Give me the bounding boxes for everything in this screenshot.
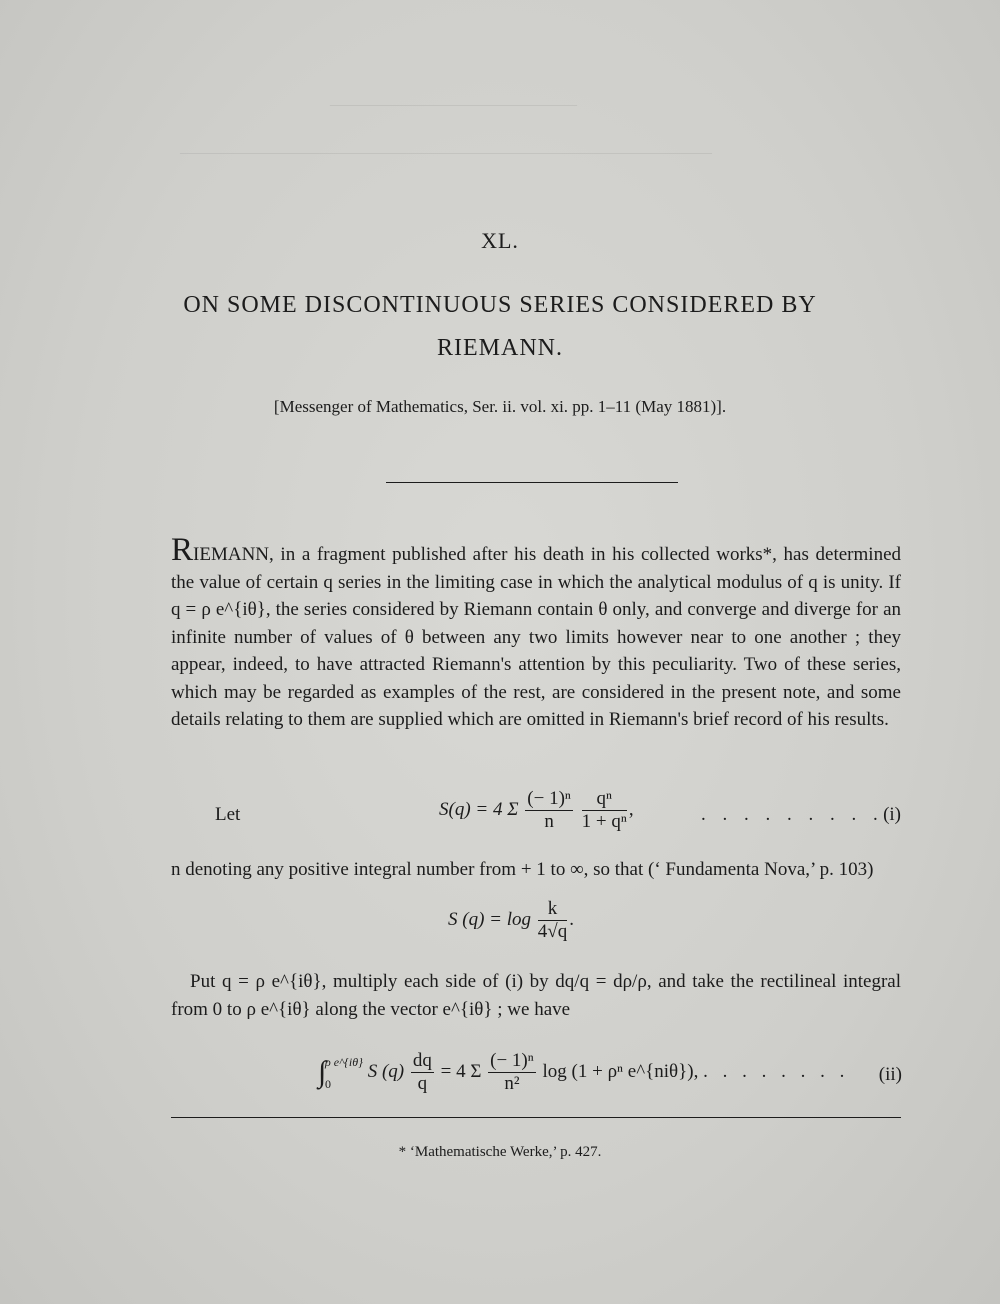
third-paragraph xyxy=(171,968,901,1023)
section-divider xyxy=(386,482,678,483)
chapter-number: XL. xyxy=(481,228,519,253)
equation-ii-denominator: n² xyxy=(504,1073,520,1094)
opening-paragraph xyxy=(171,532,901,734)
log-frac-numerator: k xyxy=(538,898,567,921)
opening-paragraph-text: , in a fragment published after his death in his collected works*, has determined the value of certain q series in the limiting case in which the analytical modulus of q is unity. If q = ρ e^{iθ}, the series considered by Riemann contain θ only, and converge and diverge for an infinite number of values of θ between any two limits however near to one another ; they appear, indeed, to have attracted Riemann's attention by this peculiarity. Two of these series, which may be regarded as examples of the rest, are considered in the present note, and some details relating to them are supplied which are omitted in Riemann's brief record of his results. xyxy=(171,544,901,730)
bleed-through-text: ————————————— xyxy=(330,94,577,115)
third-paragraph-text: q = ρ e^{iθ}, multiply each side of (i) by dq/q = dρ/ρ, and take the rectilineal integral from 0 to ρ e^{iθ} along the vector e^{iθ} ; we have xyxy=(171,971,902,1020)
dq-numerator: dq xyxy=(412,1050,432,1071)
log-frac-denominator: 4√q xyxy=(537,921,568,942)
equation-i-leader-dots: . . . . . . . . . xyxy=(701,804,884,825)
equation-i-lead: Let xyxy=(215,804,241,825)
drop-capital: R xyxy=(171,532,194,568)
equation-log-period: . xyxy=(569,908,574,930)
equation-ii-sum: = 4 Σ xyxy=(440,1060,482,1082)
opening-word: IEMANN xyxy=(193,544,270,565)
dq-denominator: q xyxy=(417,1073,428,1094)
frac2-numerator: qⁿ xyxy=(582,788,627,811)
equation-i-comma: , xyxy=(628,798,634,820)
equation-i-formula xyxy=(439,788,634,833)
footnote: * ‘Mathematische Werke,’ p. 427. xyxy=(398,1144,602,1160)
article-title-line-1: ON SOME DISCONTINUOUS SERIES CONSIDERED BY xyxy=(183,292,817,318)
equation-ii-log-term: log (1 + ρⁿ e^{niθ}), xyxy=(542,1060,699,1082)
integral-lower-limit: 0 xyxy=(324,1076,331,1091)
bleed-through-text: ———————————————————————————— xyxy=(180,142,712,163)
publication-source: [Messenger of Mathematics, Ser. ii. vol. xi. pp. 1–11 (May 1881)]. xyxy=(273,397,727,416)
equation-ii-number: (ii) xyxy=(878,1064,902,1085)
equation-i-number: (i) xyxy=(883,804,901,825)
integral-sign: ∫ xyxy=(318,1055,327,1089)
integral-limits xyxy=(325,1051,363,1095)
equation-log-frac xyxy=(538,898,567,943)
equation-log-lhs: S (q) = log xyxy=(448,908,532,930)
equation-ii-dq-frac xyxy=(411,1050,434,1095)
equation-ii-frac xyxy=(488,1050,536,1095)
equation-ii-leader-dots: . . . . . . . . xyxy=(703,1060,850,1082)
equation-ii-integrand: S (q) xyxy=(367,1060,405,1082)
equation-i-frac2 xyxy=(582,788,627,833)
equation-log xyxy=(448,898,574,943)
frac1-numerator: (− 1)ⁿ xyxy=(527,788,571,809)
equation-i-lhs: S(q) = 4 Σ xyxy=(439,798,519,820)
frac2-denominator: 1 + qⁿ xyxy=(581,811,627,832)
integral-upper-limit: ρ e^{iθ} xyxy=(324,1054,363,1069)
second-paragraph: n denoting any positive integral number from + 1 to ∞, so that (‘ Fundamenta Nova,’ p. 103) xyxy=(171,859,874,880)
equation-i xyxy=(171,788,901,842)
footnote-rule xyxy=(171,1117,901,1118)
article-title-line-2: RIEMANN. xyxy=(437,335,563,361)
equation-ii-numerator: (− 1)ⁿ xyxy=(490,1050,534,1071)
third-paragraph-intro: Put xyxy=(190,971,216,992)
frac1-denominator: n xyxy=(544,811,554,832)
equation-ii xyxy=(318,1050,902,1094)
equation-i-frac1 xyxy=(525,788,573,833)
